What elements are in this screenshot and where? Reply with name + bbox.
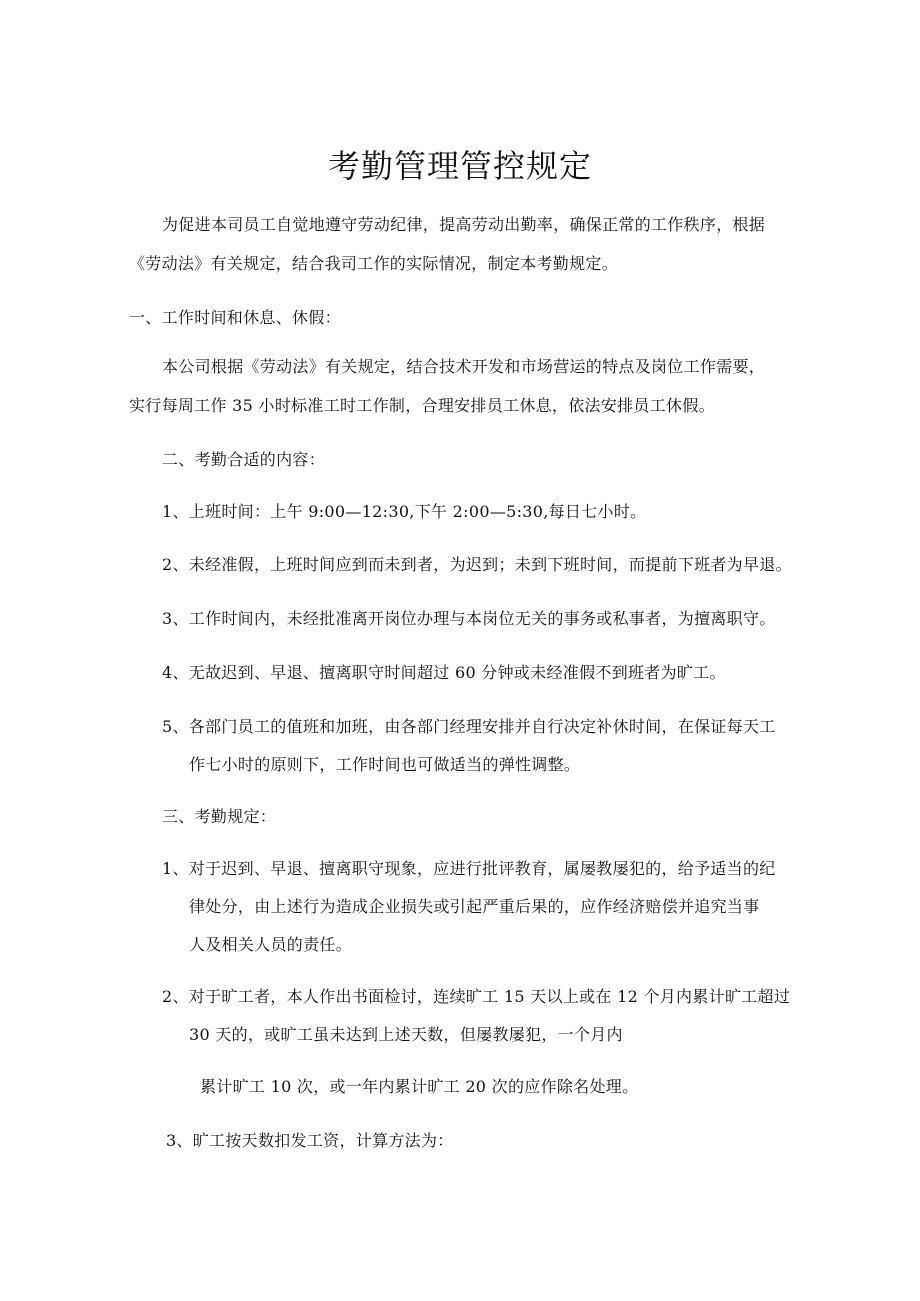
section-3-item-2-line-1: 2、对于旷工者，本人作出书面检讨，连续旷工 15 天以上或在 12 个月内累计旷工超过 xyxy=(162,987,791,1006)
section-1-line-2: 实行每周工作 35 小时标准工时工作制，合理安排员工休息，依法安排员工休假。 xyxy=(129,396,715,415)
section-1-heading: 一、工作时间和休息、休假： xyxy=(129,308,341,327)
section-3-item-1-line-3: 人及相关人员的责任。 xyxy=(189,935,353,954)
section-2-item-5-line-2: 作七小时的原则下，工作时间也可做适当的弹性调整。 xyxy=(189,755,581,774)
section-2-item-5-line-1: 5、各部门员工的值班和加班，由各部门经理安排并自行决定补休时间，在保证每天工 xyxy=(162,717,776,736)
section-2-item-2: 2、未经准假，上班时间应到而未到者，为迟到；未到下班时间，而提前下班者为早退。 xyxy=(162,555,792,574)
section-2-item-4: 4、无故迟到、早退、擅离职守时间超过 60 分钟或未经准假不到班者为旷工。 xyxy=(162,663,726,682)
section-3-item-3: 3、旷工按天数扣发工资，计算方法为： xyxy=(166,1131,454,1150)
page-title: 考勤管理管控规定 xyxy=(327,147,592,185)
section-1-line-1: 本公司根据《劳动法》有关规定，结合技术开发和市场营运的特点及岗位工作需要， xyxy=(162,357,766,376)
section-2-item-3: 3、工作时间内，未经批准离开岗位办理与本岗位无关的事务或私事者，为擅离职守。 xyxy=(162,609,776,628)
section-3-heading: 三、考勤规定： xyxy=(162,807,277,826)
intro-line-2: 《劳动法》有关规定，结合我司工作的实际情况，制定本考勤规定。 xyxy=(129,254,619,273)
section-3-item-2-line-3: 累计旷工 10 次，或一年内累计旷工 20 次的应作除名处理。 xyxy=(200,1077,639,1096)
section-2-item-1: 1、上班时间：上午 9:00—12:30,下午 2:00—5:30,每日七小时。 xyxy=(162,502,647,521)
section-3-item-2-line-2: 30 天的，或旷工虽未达到上述天数，但屡教屡犯，一个月内 xyxy=(189,1025,623,1044)
section-2-heading: 二、考勤合适的内容： xyxy=(162,450,326,469)
intro-line-1: 为促进本司员工自觉地遵守劳动纪律，提高劳动出勤率，确保正常的工作秩序，根据 xyxy=(162,215,766,234)
section-3-item-1-line-1: 1、对于迟到、早退、擅离职守现象，应进行批评教育，属屡教屡犯的，给予适当的纪 xyxy=(162,859,776,878)
section-3-item-1-line-2: 律处分，由上述行为造成企业损失或引起严重后果的，应作经济赔偿并追究当事 xyxy=(189,897,760,916)
